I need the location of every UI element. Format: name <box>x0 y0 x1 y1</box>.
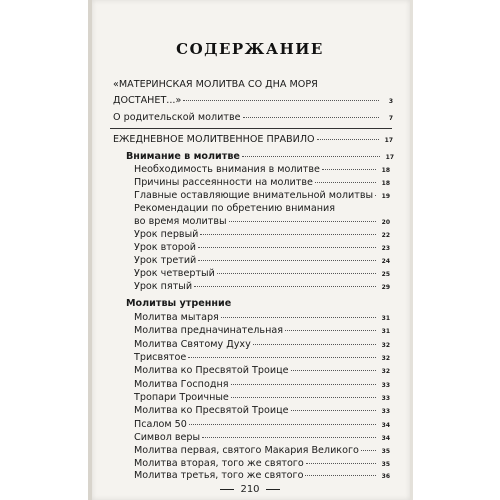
toc-entry-label: Урок первый <box>134 229 199 240</box>
toc-entry <box>113 94 393 107</box>
leader-dots <box>183 100 379 101</box>
toc-entry-page: 31 <box>381 315 390 322</box>
toc-subsection <box>126 297 394 310</box>
leader-dots <box>200 234 376 235</box>
toc-entry-page: 17 <box>384 137 393 144</box>
leader-dots <box>291 370 376 371</box>
toc-entry-label: Символ веры <box>134 432 201 443</box>
toc-entry-page: 31 <box>381 328 390 335</box>
toc-entry-section-title-line1: «МАТЕРИНСКАЯ МОЛИТВА СО ДНА МОРЯ <box>113 79 318 90</box>
toc-entry-label: ЕЖЕДНЕВНОЕ МОЛИТВЕННОЕ ПРАВИЛО <box>113 134 315 145</box>
toc-entry-page: 25 <box>381 271 390 278</box>
toc-entry-page: 33 <box>381 408 390 415</box>
toc-entry <box>134 241 390 254</box>
toc-entry-page: 36 <box>381 473 390 480</box>
toc-entry <box>134 378 390 391</box>
leader-dots <box>243 117 379 118</box>
toc-entry-page: 23 <box>381 245 390 252</box>
toc-entry-page: 32 <box>381 368 390 375</box>
toc-entry-label: Молитва ко Пресвятой Троице <box>134 365 289 376</box>
leader-dots <box>361 450 376 451</box>
toc-entry-label: Псалом 50 <box>134 419 187 430</box>
leader-dots <box>253 344 376 345</box>
toc-entry <box>134 418 390 431</box>
toc-entry <box>134 404 390 417</box>
toc-entry-label: Рекомендации по обретению внимания <box>134 203 335 214</box>
toc-entry <box>134 189 390 202</box>
toc-entry-page: 18 <box>381 167 390 174</box>
toc-entry-label: Молитва предначинательная <box>134 325 283 336</box>
page-title: СОДЕРЖАНИЕ <box>176 40 324 58</box>
toc-entry <box>134 324 390 337</box>
leader-dots <box>322 169 376 170</box>
toc-entry-page: 22 <box>381 232 390 239</box>
section-divider <box>110 128 392 129</box>
toc-entry-page: 7 <box>388 115 393 122</box>
leader-dots <box>242 156 380 157</box>
toc-entry <box>134 280 390 293</box>
toc-entry-label: Молитва первая, святого Макария Великого <box>134 445 359 456</box>
toc-entry-label: О родительской молитве <box>113 112 241 123</box>
toc-entry-page: 33 <box>381 395 390 402</box>
toc-entry-label: Тропари Троичные <box>134 392 229 403</box>
toc-entry <box>134 469 390 482</box>
leader-dots <box>305 475 376 476</box>
leader-dots <box>285 330 376 331</box>
toc-entry-label: Молитва вторая, того же святого <box>134 458 304 469</box>
leader-dots <box>231 397 376 398</box>
toc-entry <box>134 364 390 377</box>
toc-entry-label: Молитва Господня <box>134 379 229 390</box>
toc-entry-page: 20 <box>381 219 390 226</box>
toc-entry-page: 35 <box>381 461 390 468</box>
leader-dots <box>315 182 376 183</box>
leader-dots <box>202 437 376 438</box>
toc-entry-label: Урок третий <box>134 255 197 266</box>
toc-entry <box>134 311 390 324</box>
footer-dash-right <box>266 489 280 490</box>
toc-entry-page: 32 <box>381 342 390 349</box>
toc-entry-label: Главные оставляющие внимательной молитвы <box>134 190 374 201</box>
toc-entry <box>113 111 393 124</box>
toc-entry-label: во время молитвы <box>134 216 227 227</box>
toc-entry <box>134 267 390 280</box>
toc-entry <box>134 351 390 364</box>
page-number: 210 <box>240 484 260 495</box>
toc-entry <box>134 228 390 241</box>
toc-entry-label: Урок второй <box>134 242 196 253</box>
toc-entry <box>134 431 390 444</box>
toc-subsection <box>126 150 394 163</box>
toc-entry <box>134 338 390 351</box>
toc-entry-label: Необходимость внимания в молитве <box>134 164 320 175</box>
toc-entry-page: 17 <box>385 154 394 161</box>
toc-entry-wrap-line <box>134 202 390 215</box>
leader-dots <box>221 317 376 318</box>
leader-dots <box>217 273 376 274</box>
toc-entry <box>134 444 390 457</box>
footer-dash-left <box>220 489 234 490</box>
toc-entry-label: Молитва третья, того же святого <box>134 470 304 481</box>
book-page-edge <box>410 0 413 500</box>
toc-entry-label: Трисвятое <box>134 352 187 363</box>
toc-entry-label: Молитва ко Пресвятой Троице <box>134 405 289 416</box>
toc-entry-page: 32 <box>381 355 390 362</box>
toc-entry <box>134 215 390 228</box>
toc-entry-label: Урок четвертый <box>134 268 215 279</box>
toc-entry <box>134 176 390 189</box>
leader-dots <box>194 286 376 287</box>
leader-dots <box>375 195 376 196</box>
toc-entry-page: 18 <box>381 180 390 187</box>
toc-entry <box>134 163 390 176</box>
toc-entry-label: Причины рассеянности на молитве <box>134 177 313 188</box>
toc-entry-page: 3 <box>388 98 393 105</box>
toc-entry <box>134 391 390 404</box>
toc-entry-label: Урок пятый <box>134 281 193 292</box>
toc-entry-label: Молитва мытаря <box>134 312 219 323</box>
toc-entry-page: 24 <box>381 258 390 265</box>
leader-dots <box>306 463 376 464</box>
toc-entry-label: Внимание в молитве <box>126 151 240 162</box>
toc-entry-label: Молитвы утренние <box>126 298 232 309</box>
toc-entry-label: ДОСТАНЕТ...» <box>113 95 182 106</box>
toc-entry-page: 34 <box>381 435 390 442</box>
leader-dots <box>188 357 376 358</box>
leader-dots <box>229 221 376 222</box>
leader-dots <box>317 139 379 140</box>
leader-dots <box>291 410 376 411</box>
leader-dots <box>198 260 376 261</box>
leader-dots <box>231 384 377 385</box>
leader-dots <box>198 247 376 248</box>
toc-entry-label: Молитва Святому Духу <box>134 339 251 350</box>
toc-entry-page: 33 <box>381 382 390 389</box>
leader-dots <box>189 424 376 425</box>
toc-entry-page: 29 <box>381 284 390 291</box>
toc-entry <box>113 133 393 146</box>
toc-entry-page: 19 <box>381 193 390 200</box>
toc-entry <box>134 254 390 267</box>
toc-entry-page: 34 <box>381 422 390 429</box>
page-footer <box>0 484 500 495</box>
toc-entry-page: 35 <box>381 448 390 455</box>
